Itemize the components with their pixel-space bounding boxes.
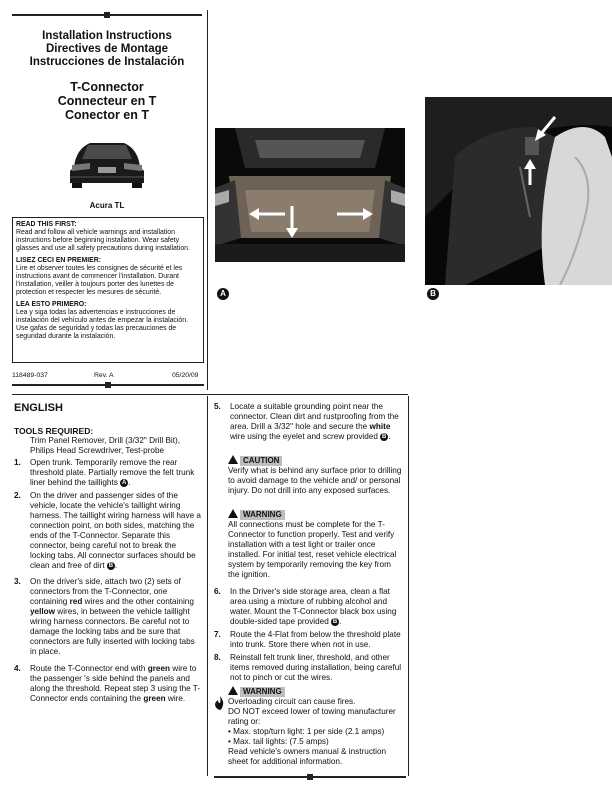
- date: 05/20/09: [172, 372, 199, 379]
- step-4: [14, 664, 202, 704]
- car-photo: [60, 127, 154, 189]
- revision: Rev. A: [94, 372, 114, 379]
- step-text: In the Driver's side storage area, clean a flat area using a mixture of rubbing alcohol and water. Mount the T-Connector black box using double-sided tape provided: [230, 587, 397, 626]
- figure-b-photo: [425, 97, 612, 285]
- title-fr: Directives de Montage: [45, 43, 169, 55]
- figure-ref: B: [108, 562, 114, 569]
- tools-heading: TOOLS REQUIRED:: [14, 426, 94, 436]
- step-number: 6.: [214, 587, 221, 596]
- figure-a-photo: [215, 128, 405, 262]
- step-5: [214, 402, 404, 442]
- caution-label: CAUTION: [240, 456, 282, 466]
- step-text-end: .: [128, 478, 131, 487]
- tools-list: Trim Panel Remover, Drill (3/32" Drill Bit), Philips Head Screwdriver, Test-probe: [30, 436, 181, 455]
- step-number: 5.: [214, 402, 221, 411]
- wire-color-yellow: yellow: [30, 607, 56, 616]
- footer-rule-left: [12, 384, 204, 386]
- warning-line: Overloading circuit can cause fires.: [228, 697, 356, 706]
- step-text-end: .: [339, 617, 342, 626]
- warning-line: • Max. stop/turn light: 1 per side (2.1 amps): [228, 727, 385, 736]
- notice-box: [12, 217, 204, 363]
- trunk-side-illustration: [425, 97, 612, 285]
- wire-color-white: white: [369, 422, 391, 431]
- title-es: Instrucciones de Instalación: [29, 56, 185, 68]
- caution-block: [228, 455, 404, 496]
- step-number: 8.: [214, 653, 221, 662]
- wire-color-green-2: green: [143, 694, 166, 703]
- section-rule: [12, 394, 408, 395]
- step-text: Route the 4-Flat from below the threshold plate into trunk. Store there when not in use.: [230, 630, 401, 649]
- step-8: [214, 653, 404, 683]
- fire-icon: [214, 696, 226, 710]
- product-es: Conector en T: [64, 108, 150, 122]
- step-text-mid: wire using the eyelet and screw provided: [230, 432, 381, 441]
- product-fr: Connecteur en T: [57, 94, 157, 108]
- notice-en-heading: READ THIS FIRST:: [16, 221, 77, 228]
- warning-triangle-icon: [228, 455, 238, 464]
- bottom-rule: [214, 776, 406, 778]
- warning-block-1: [228, 509, 404, 580]
- step-number: 3.: [14, 577, 21, 586]
- step-text: Reinstall felt trunk liner, threshold, and other items removed during installation, being careful not to pinch or cut the wires.: [230, 653, 402, 682]
- product-en: T-Connector: [70, 80, 144, 94]
- warning-block-2: [214, 686, 404, 767]
- figure-ref: A: [121, 479, 127, 486]
- title-en: Installation Instructions: [42, 30, 172, 42]
- warning-label: WARNING: [240, 510, 285, 520]
- column-divider: [207, 396, 208, 776]
- step-7: [214, 630, 404, 650]
- figure-ref: B: [382, 433, 387, 440]
- figure-ref: B: [332, 618, 338, 625]
- step-number: 2.: [14, 491, 21, 500]
- top-rule-left: [12, 14, 202, 16]
- step-1: [14, 458, 202, 488]
- language-heading: ENGLISH: [14, 402, 63, 414]
- step-text: On the driver's side, attach two (2) sets of connectors from the T-Connector, one containing: [30, 577, 181, 606]
- step-number: 7.: [214, 630, 221, 639]
- wire-color-red: red: [69, 597, 83, 606]
- warning-text: All connections must be complete for the T-Connector to function properly. Test and verify installation with a test light or trailer once installed. For initial test, reset vehicle electrical system by temporarily removing the key from the ignition.: [228, 520, 397, 579]
- step-text-mid: wire to the passenger 's side behind the panels and along the threshold. Repeat step 3 using the T-Connector ends containing the: [30, 664, 201, 703]
- step-text: Locate a suitable grounding point near the connector. Clean dirt and rustproofing from the area. Drill a 3/32" hole and secure the: [230, 402, 399, 431]
- notice-fr-heading: LISEZ CECI EN PREMIER:: [16, 257, 101, 264]
- step-text-end: wire.: [165, 694, 186, 703]
- figure-b-badge: B: [427, 288, 439, 300]
- notice-es-heading: LEA ESTO PRIMERO:: [16, 301, 87, 308]
- notice-fr-body: Lire et observer toutes les consignes de sécurité et les instructions avant de commencer l'installation. Durant l'installation, veiller à toujours porter des lunettes de protection et respecter les mesures de sécurité.: [16, 265, 183, 296]
- wire-color-green: green: [147, 664, 171, 673]
- caution-text: Verify what is behind any surface prior to drilling to avoid damage to the vehicle and/ or personal injury. Do not drill into any exposed surfaces.: [228, 466, 402, 495]
- step-3: [14, 577, 202, 657]
- warning-line: DO NOT exceed lower of towing manufacturer rating or:: [228, 707, 396, 726]
- step-2: [14, 491, 202, 571]
- warning-triangle-icon: [228, 509, 238, 518]
- warning-line: Read vehicle's owners manual & instruction sheet for additional information.: [228, 747, 387, 766]
- column-divider-right: [408, 396, 409, 776]
- step-text: Route the T-Connector end with: [30, 664, 148, 673]
- step-text-end: wires, in between the vehicle taillight wiring harness connectors. Be careful not to damage the locking tabs and be sure that connectors are fully inserted with locking tabs in place.: [30, 607, 195, 656]
- step-text-mid: wires and the other containing: [82, 597, 194, 606]
- step-number: 1.: [14, 458, 21, 467]
- notice-en-body: Read and follow all vehicle warnings and installation instructions before beginning installation. Wear safety glasses and use all safety precautions during installation.: [16, 229, 190, 252]
- warning-line: • Max. tail lights: (7.5 amps): [228, 737, 329, 746]
- notice-es-body: Lea y siga todas las advertencias e instrucciones de instalación del vehículo antes de empezar la instalación. Use gafas de seguridad y todas las precauciones de seguridad durante la instalación.: [16, 309, 188, 340]
- product-block: [12, 80, 202, 122]
- top-column-divider: [207, 10, 208, 390]
- title-block: [12, 30, 202, 69]
- step-text-end: .: [114, 561, 118, 570]
- step-6: [214, 587, 404, 627]
- step-text: Open trunk. Temporarily remove the rear threshold plate. Partially remove the felt trunk liner behind the taillights: [30, 458, 195, 487]
- warning-triangle-icon: [228, 686, 238, 695]
- step-text: On the driver and passenger sides of the vehicle, locate the vehicle's taillight wiring harness. The taillight wiring harness will have a connection point, on both sides, matching the ends of the T-Connector. Separate this connector, being careful not to break the locking tabs. All connector surfaces should be clean and free of dirt: [30, 491, 201, 570]
- warning-label: WARNING: [240, 687, 285, 697]
- figure-a-badge: A: [217, 288, 229, 300]
- car-model-label: Acura TL: [89, 201, 125, 210]
- part-number: 118489-037: [12, 372, 48, 379]
- step-number: 4.: [14, 664, 21, 673]
- step-text-end: .: [388, 432, 391, 441]
- open-trunk-illustration: [215, 128, 405, 262]
